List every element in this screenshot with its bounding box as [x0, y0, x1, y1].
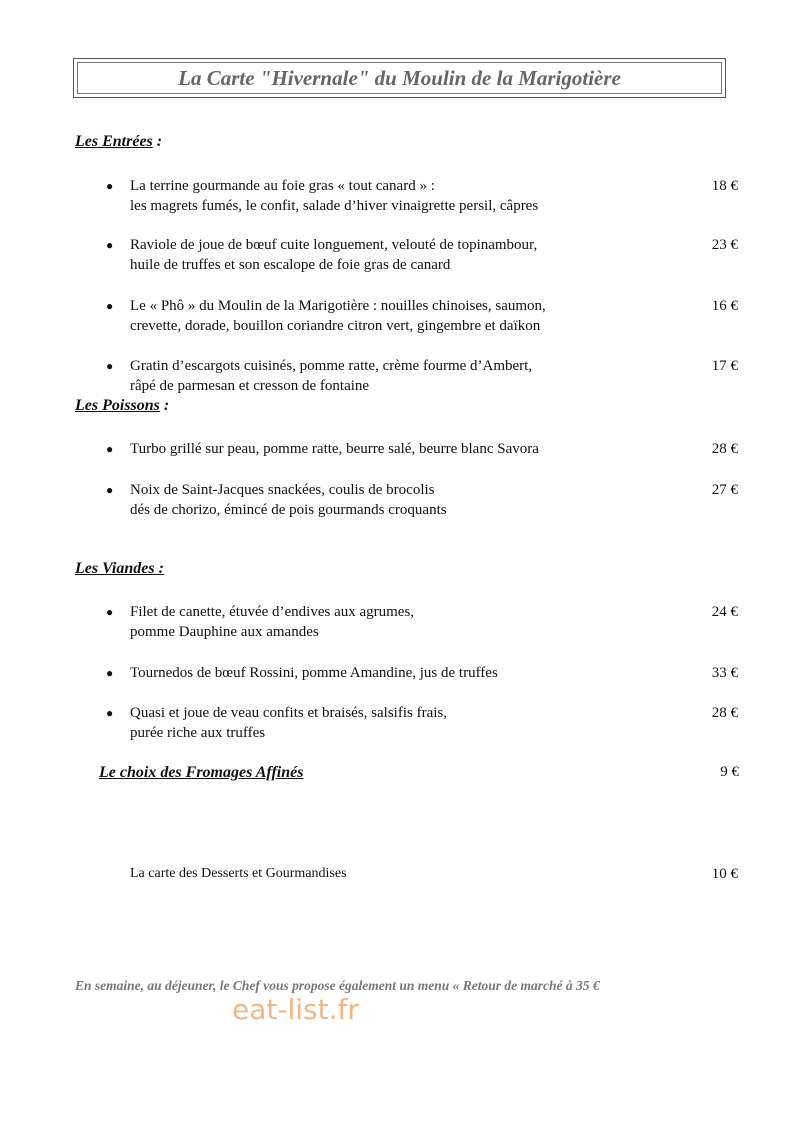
bullet-icon: ●: [106, 238, 114, 252]
item-description: [130, 703, 447, 743]
item-line: purée riche aux truffes: [130, 725, 266, 741]
item-line: dés de chorizo, émincé de pois gourmands croquants: [130, 502, 447, 518]
section-heading-viandes: [75, 560, 164, 578]
item-price: 27 €: [711, 482, 738, 498]
item-line: Gratin d’escargots cuisinés, pomme ratte, crème fourme d’Ambert,: [130, 358, 533, 374]
desserts-label: La carte des Desserts et Gourmandises: [130, 866, 347, 881]
title-frame-inner: [77, 62, 722, 94]
item-price: 18 €: [711, 178, 738, 194]
item-line: Filet de canette, étuvée d’endives aux agrumes,: [130, 604, 415, 620]
watermark: eat-list.fr: [232, 993, 359, 1026]
item-price: 16 €: [711, 298, 738, 314]
item-line: Turbo grillé sur peau, pomme ratte, beurre salé, beurre blanc Savora: [130, 441, 539, 457]
bullet-icon: ●: [106, 442, 114, 456]
item-line: Raviole de joue de bœuf cuite longuement, velouté de topinambour,: [130, 237, 538, 253]
item-description: [130, 439, 539, 459]
item-line: Quasi et joue de veau confits et braisés, salsifis frais,: [130, 705, 447, 721]
cheese-price: 9 €: [720, 764, 739, 780]
bullet-icon: ●: [106, 299, 114, 313]
item-line: huile de truffes et son escalope de foie gras de canard: [130, 257, 451, 273]
item-description: [130, 356, 532, 396]
bullet-icon: ●: [106, 179, 114, 193]
cheese-section: [99, 764, 739, 782]
title-frame: [73, 58, 726, 98]
item-line: Noix de Saint-Jacques snackées, coulis de brocolis: [130, 482, 435, 498]
section-heading-poissons-label: Les Poissons: [75, 397, 160, 414]
section-heading-entrees-label: Les Entrées: [75, 133, 153, 150]
menu-title: La Carte "Hivernale" du Moulin de la Marigotière: [178, 65, 621, 90]
section-heading-poissons-suffix: :: [159, 397, 170, 414]
bullet-icon: ●: [106, 706, 114, 720]
desserts-price: 10 €: [711, 866, 738, 882]
bullet-icon: ●: [106, 666, 114, 680]
cheese-label: Le choix des Fromages Affinés: [99, 764, 304, 781]
item-line: La terrine gourmande au foie gras « tout canard » :: [130, 178, 435, 194]
item-price: 33 €: [711, 665, 738, 681]
item-price: 28 €: [711, 705, 738, 721]
item-price: 24 €: [711, 604, 738, 620]
item-description: [130, 663, 498, 683]
section-heading-viandes-label: Les Viandes :: [75, 560, 164, 577]
bullet-icon: ●: [106, 605, 114, 619]
item-line: Le « Phô » du Moulin de la Marigotière : nouilles chinoises, saumon,: [130, 298, 546, 314]
item-price: 28 €: [711, 441, 738, 457]
item-price: 17 €: [711, 358, 738, 374]
section-heading-entrees: [75, 133, 162, 151]
footer-note: En semaine, au déjeuner, le Chef vous propose également un menu « Retour de marché à 35 €: [75, 978, 600, 993]
item-price: 23 €: [711, 237, 738, 253]
item-line: les magrets fumés, le confit, salade d’hiver vinaigrette persil, câpres: [130, 198, 539, 214]
desserts-line: [130, 866, 738, 882]
item-line: Tournedos de bœuf Rossini, pomme Amandine, jus de truffes: [130, 665, 498, 681]
item-description: [130, 296, 546, 336]
item-line: crevette, dorade, bouillon coriandre citron vert, gingembre et daïkon: [130, 318, 541, 334]
item-description: [130, 176, 538, 216]
section-heading-poissons: [75, 397, 169, 415]
section-heading-entrees-suffix: :: [152, 133, 163, 150]
bullet-icon: ●: [106, 483, 114, 497]
item-line: râpé de parmesan et cresson de fontaine: [130, 378, 370, 394]
item-line: pomme Dauphine aux amandes: [130, 624, 319, 640]
item-description: [130, 602, 414, 642]
item-description: [130, 235, 537, 275]
bullet-icon: ●: [106, 359, 114, 373]
item-description: [130, 480, 447, 520]
